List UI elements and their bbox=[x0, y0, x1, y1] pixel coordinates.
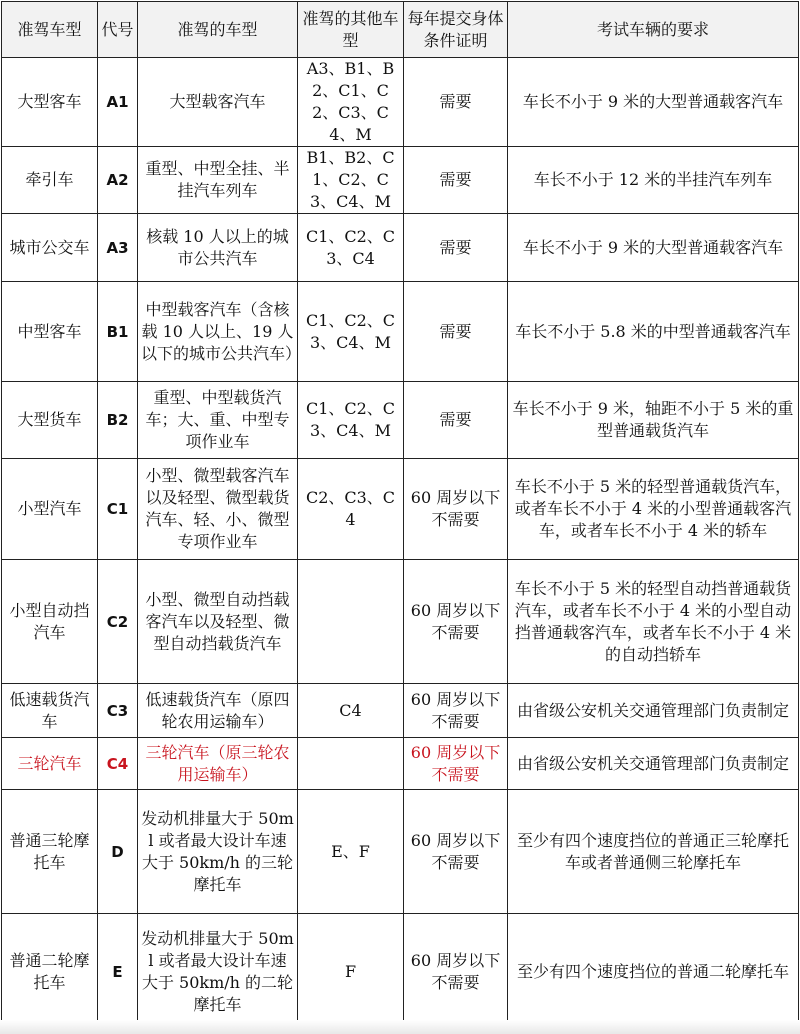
row-other-classes: C2、C3、C4 bbox=[298, 459, 404, 560]
row-requirement: 车长不小于 9 米，轴距不小于 5 米的重型普通载货汽车 bbox=[508, 382, 799, 459]
row-code: C3 bbox=[98, 684, 138, 738]
row-medical: 60 周岁以下不需要 bbox=[404, 914, 508, 1030]
table-row bbox=[2, 58, 799, 147]
table-row bbox=[2, 684, 799, 738]
row-category: 低速载货汽车 bbox=[2, 684, 98, 738]
table-row bbox=[2, 459, 799, 560]
row-vehicles: 低速载货汽车（原四轮农用运输车） bbox=[138, 684, 298, 738]
row-requirement: 至少有四个速度挡位的普通二轮摩托车 bbox=[508, 914, 799, 1030]
row-code: A1 bbox=[98, 58, 138, 147]
table-row-highlighted bbox=[2, 738, 799, 790]
cropped-footer-strip bbox=[0, 1020, 800, 1034]
header-medical: 每年提交身体条件证明 bbox=[404, 2, 508, 58]
row-category: 普通三轮摩托车 bbox=[2, 790, 98, 914]
header-code: 代号 bbox=[98, 2, 138, 58]
row-medical: 60 周岁以下不需要 bbox=[404, 738, 508, 790]
row-requirement: 车长不小于 9 米的大型普通载客汽车 bbox=[508, 214, 799, 282]
header-row bbox=[2, 2, 799, 58]
header-category: 准驾车型 bbox=[2, 2, 98, 58]
row-other-classes: C1、C2、C3、C4 bbox=[298, 214, 404, 282]
row-code: A3 bbox=[98, 214, 138, 282]
row-medical: 需要 bbox=[404, 282, 508, 382]
row-requirement: 由省级公安机关交通管理部门负责制定 bbox=[508, 738, 799, 790]
row-requirement: 车长不小于 9 米的大型普通载客汽车 bbox=[508, 58, 799, 147]
table-row bbox=[2, 560, 799, 684]
row-vehicles: 发动机排量大于 50ml 或者最大设计车速大于 50km/h 的二轮摩托车 bbox=[138, 914, 298, 1030]
row-medical: 需要 bbox=[404, 58, 508, 147]
row-other-classes bbox=[298, 738, 404, 790]
row-requirement: 车长不小于 5.8 米的中型普通载客汽车 bbox=[508, 282, 799, 382]
row-code: A2 bbox=[98, 147, 138, 214]
row-vehicles: 小型、微型自动挡载客汽车以及轻型、微型自动挡载货汽车 bbox=[138, 560, 298, 684]
row-code: B2 bbox=[98, 382, 138, 459]
row-code: C4 bbox=[98, 738, 138, 790]
row-category: 小型汽车 bbox=[2, 459, 98, 560]
row-other-classes: C1、C2、C3、C4、M bbox=[298, 382, 404, 459]
row-medical: 60 周岁以下不需要 bbox=[404, 684, 508, 738]
row-category: 中型客车 bbox=[2, 282, 98, 382]
row-requirement: 至少有四个速度挡位的普通正三轮摩托车或者普通侧三轮摩托车 bbox=[508, 790, 799, 914]
row-other-classes: C4 bbox=[298, 684, 404, 738]
row-requirement: 车长不小于 5 米的轻型自动挡普通载货汽车，或者车长不小于 4 米的小型自动挡普通载客汽车，或者车长不小于 4 米的自动挡轿车 bbox=[508, 560, 799, 684]
header-vehicles: 准驾的车型 bbox=[138, 2, 298, 58]
row-requirement: 车长不小于 5 米的轻型普通载货汽车，或者车长不小于 4 米的小型普通载客汽车，或者车长不小于 4 米的轿车 bbox=[508, 459, 799, 560]
table-row bbox=[2, 382, 799, 459]
row-vehicles: 重型、中型载货汽车；大、重、中型专项作业车 bbox=[138, 382, 298, 459]
row-category: 大型货车 bbox=[2, 382, 98, 459]
table-row bbox=[2, 790, 799, 914]
header-other-classes: 准驾的其他车型 bbox=[298, 2, 404, 58]
row-other-classes: F bbox=[298, 914, 404, 1030]
row-other-classes: E、F bbox=[298, 790, 404, 914]
row-category: 大型客车 bbox=[2, 58, 98, 147]
row-category: 三轮汽车 bbox=[2, 738, 98, 790]
table-row bbox=[2, 147, 799, 214]
row-code: D bbox=[98, 790, 138, 914]
row-vehicles: 小型、微型载客汽车以及轻型、微型载货汽车、轻、小、微型专项作业车 bbox=[138, 459, 298, 560]
row-vehicles: 三轮汽车（原三轮农用运输车） bbox=[138, 738, 298, 790]
table-row bbox=[2, 282, 799, 382]
row-medical: 需要 bbox=[404, 214, 508, 282]
row-medical: 60 周岁以下不需要 bbox=[404, 560, 508, 684]
row-vehicles: 发动机排量大于 50ml 或者最大设计车速大于 50km/h 的三轮摩托车 bbox=[138, 790, 298, 914]
row-medical: 60 周岁以下不需要 bbox=[404, 790, 508, 914]
row-code: B1 bbox=[98, 282, 138, 382]
row-other-classes: A3、B1、B2、C1、C2、C3、C4、M bbox=[298, 58, 404, 147]
table-row bbox=[2, 214, 799, 282]
row-category: 小型自动挡汽车 bbox=[2, 560, 98, 684]
row-code: C1 bbox=[98, 459, 138, 560]
row-vehicles: 大型载客汽车 bbox=[138, 58, 298, 147]
row-other-classes: B1、B2、C1、C2、C3、C4、M bbox=[298, 147, 404, 214]
row-medical: 60 周岁以下不需要 bbox=[404, 459, 508, 560]
table-row bbox=[2, 914, 799, 1030]
header-requirement: 考试车辆的要求 bbox=[508, 2, 799, 58]
row-vehicles: 中型载客汽车（含核载 10 人以上、19 人以下的城市公共汽车） bbox=[138, 282, 298, 382]
row-code: C2 bbox=[98, 560, 138, 684]
row-medical: 需要 bbox=[404, 147, 508, 214]
row-vehicles: 重型、中型全挂、半挂汽车列车 bbox=[138, 147, 298, 214]
row-category: 牵引车 bbox=[2, 147, 98, 214]
row-vehicles: 核载 10 人以上的城市公共汽车 bbox=[138, 214, 298, 282]
row-requirement: 由省级公安机关交通管理部门负责制定 bbox=[508, 684, 799, 738]
row-other-classes bbox=[298, 560, 404, 684]
row-medical: 需要 bbox=[404, 382, 508, 459]
license-class-table bbox=[1, 1, 799, 1030]
row-other-classes: C1、C2、C3、C4、M bbox=[298, 282, 404, 382]
row-category: 城市公交车 bbox=[2, 214, 98, 282]
row-requirement: 车长不小于 12 米的半挂汽车列车 bbox=[508, 147, 799, 214]
row-category: 普通二轮摩托车 bbox=[2, 914, 98, 1030]
row-code: E bbox=[98, 914, 138, 1030]
